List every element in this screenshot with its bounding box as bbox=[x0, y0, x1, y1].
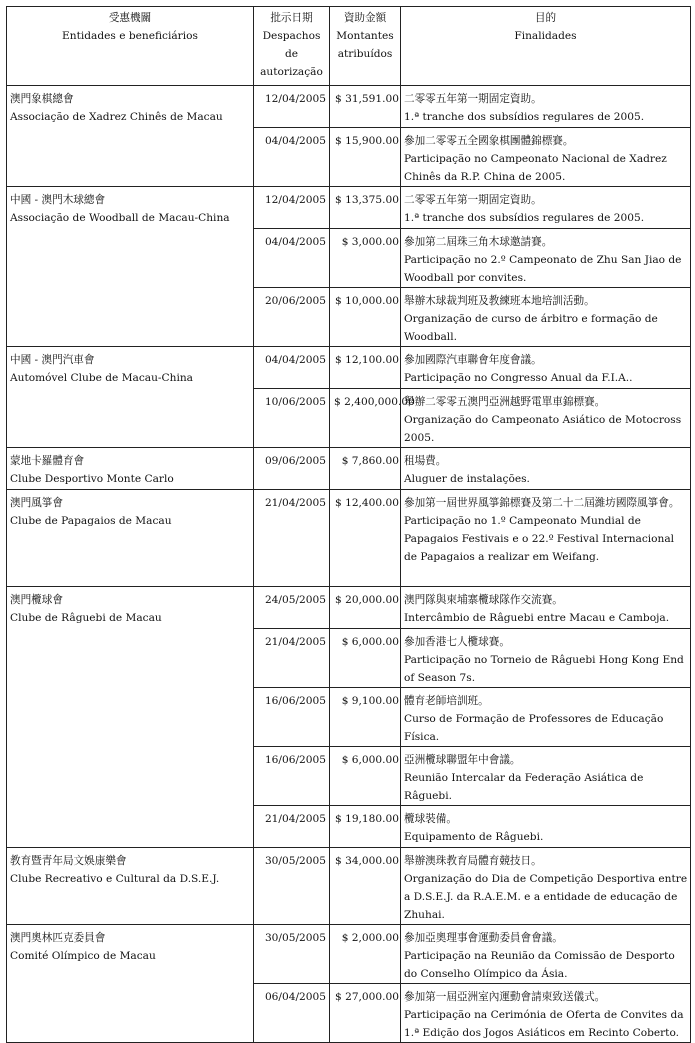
header-purpose-pt: Finalidades bbox=[514, 30, 577, 42]
entity-name-zh: 澳門象棋總會 bbox=[10, 93, 74, 105]
entity-name-zh: 澳門奧林匹克委員會 bbox=[10, 932, 106, 944]
purpose-cell bbox=[401, 128, 691, 187]
purpose-cell bbox=[401, 984, 691, 1043]
date-cell: 21/04/2005 bbox=[254, 806, 330, 848]
entity-cell bbox=[7, 848, 254, 925]
date-cell: 30/05/2005 bbox=[254, 925, 330, 984]
purpose-zh: 參加亞奧理事會運動委員會會議。 bbox=[404, 932, 563, 944]
amount-cell: $ 3,000.00 bbox=[330, 229, 401, 288]
purpose-pt: Equipamento de Râguebi. bbox=[404, 831, 544, 843]
purpose-cell bbox=[401, 347, 691, 389]
amount-cell: $ 31,591.00 bbox=[330, 86, 401, 128]
table-row bbox=[7, 848, 691, 925]
purpose-zh: 參加香港七人欖球賽。 bbox=[404, 636, 510, 648]
purpose-pt: Participação no Torneio de Râguebi Hong Kong End of Season 7s. bbox=[404, 654, 684, 684]
entity-cell bbox=[7, 187, 254, 347]
amount-cell: $ 6,000.00 bbox=[330, 747, 401, 806]
entity-name-pt: Comité Olímpico de Macau bbox=[10, 950, 156, 962]
purpose-zh: 參加二零零五全國象棋團體錦標賽。 bbox=[404, 135, 574, 147]
purpose-cell bbox=[401, 688, 691, 747]
date-cell: 04/04/2005 bbox=[254, 229, 330, 288]
purpose-zh: 澳門隊與柬埔寨欖球隊作交流賽。 bbox=[404, 594, 563, 606]
header-date-zh: 批示日期 bbox=[270, 12, 313, 24]
purpose-pt: 1.ª tranche dos subsídios regulares de 2005. bbox=[404, 212, 645, 224]
purpose-zh: 參加第一屆亞洲室內運動會請柬致送儀式。 bbox=[404, 991, 606, 1003]
date-cell: 30/05/2005 bbox=[254, 848, 330, 925]
amount-cell: $ 34,000.00 bbox=[330, 848, 401, 925]
purpose-zh: 體育老師培訓班。 bbox=[404, 695, 489, 707]
date-cell: 24/05/2005 bbox=[254, 587, 330, 629]
purpose-pt: Curso de Formação de Professores de Educação Física. bbox=[404, 713, 664, 743]
purpose-pt: Participação no Congresso Anual da F.I.A.. bbox=[404, 372, 633, 384]
purpose-pt: Organização do Campeonato Asiático de Motocross 2005. bbox=[404, 414, 682, 444]
purpose-cell bbox=[401, 187, 691, 229]
purpose-zh: 二零零五年第一期固定資助。 bbox=[404, 93, 542, 105]
subsidy-table bbox=[6, 6, 691, 1043]
purpose-zh: 舉辦二零零五澳門亞洲越野電單車錦標賽。 bbox=[404, 396, 606, 408]
purpose-zh: 亞洲欖球聯盟年中會議。 bbox=[404, 754, 521, 766]
amount-cell: $ 12,100.00 bbox=[330, 347, 401, 389]
purpose-zh: 參加國際汽車聯會年度會議。 bbox=[404, 354, 542, 366]
entity-cell bbox=[7, 587, 254, 848]
entity-cell bbox=[7, 925, 254, 1043]
date-cell: 04/04/2005 bbox=[254, 128, 330, 187]
purpose-zh: 欖球裝備。 bbox=[404, 813, 457, 825]
header-amount bbox=[330, 7, 401, 86]
purpose-pt: Participação na Cerimónia de Oferta de Convites da 1.ª Edição dos Jogos Asiáticos em Recinto Coberto. bbox=[404, 1009, 684, 1039]
entity-name-pt: Clube Recreativo e Cultural da D.S.E.J. bbox=[10, 873, 220, 885]
header-date-pt: Despachos de autorização bbox=[260, 30, 323, 78]
entity-name-pt: Associação de Woodball de Macau-China bbox=[10, 212, 230, 224]
purpose-pt: 1.ª tranche dos subsídios regulares de 2005. bbox=[404, 111, 645, 123]
date-cell: 12/04/2005 bbox=[254, 86, 330, 128]
amount-cell: $ 15,900.00 bbox=[330, 128, 401, 187]
purpose-zh: 租場費。 bbox=[404, 455, 447, 467]
entity-name-pt: Clube de Râguebi de Macau bbox=[10, 612, 162, 624]
entity-name-zh: 中國 - 澳門汽車會 bbox=[10, 354, 95, 366]
purpose-cell bbox=[401, 587, 691, 629]
purpose-cell bbox=[401, 448, 691, 490]
purpose-pt: Organização do Dia de Competição Desportiva entre a D.S.E.J. da R.A.E.M. e a entidade de educação de Zhuhai. bbox=[404, 873, 688, 921]
purpose-pt: Reunião Intercalar da Federação Asiática de Râguebi. bbox=[404, 772, 644, 802]
entity-name-zh: 澳門風箏會 bbox=[10, 497, 63, 509]
purpose-zh: 舉辦澳珠教育局體育競技日。 bbox=[404, 855, 542, 867]
header-entity-zh: 受惠機關 bbox=[108, 12, 152, 24]
amount-cell: $ 2,000.00 bbox=[330, 925, 401, 984]
amount-cell: $ 6,000.00 bbox=[330, 629, 401, 688]
table-row bbox=[7, 86, 691, 128]
entity-name-zh: 蒙地卡羅體育會 bbox=[10, 455, 85, 467]
purpose-zh: 二零零五年第一期固定資助。 bbox=[404, 194, 542, 206]
header-entity-pt: Entidades e beneficiários bbox=[62, 30, 198, 42]
table-header-row bbox=[7, 7, 691, 86]
table-row bbox=[7, 347, 691, 389]
entity-name-zh: 中國 - 澳門木球總會 bbox=[10, 194, 106, 206]
table-body bbox=[7, 86, 691, 1043]
date-cell: 12/04/2005 bbox=[254, 187, 330, 229]
purpose-pt: Participação na Reunião da Comissão de Desporto do Conselho Olímpico da Ásia. bbox=[404, 950, 675, 980]
amount-cell: $ 13,375.00 bbox=[330, 187, 401, 229]
entity-name-pt: Automóvel Clube de Macau-China bbox=[10, 372, 193, 384]
purpose-pt: Participação no 2.º Campeonato de Zhu San Jiao de Woodball por convites. bbox=[404, 254, 682, 284]
purpose-cell bbox=[401, 389, 691, 448]
date-cell: 04/04/2005 bbox=[254, 347, 330, 389]
table-row bbox=[7, 448, 691, 490]
purpose-pt: Intercâmbio de Râguebi entre Macau e Camboja. bbox=[404, 612, 670, 624]
purpose-zh: 參加第一屆世界風箏錦標賽及第二十二屆濰坊國際風箏會。 bbox=[404, 497, 680, 509]
header-amount-pt: Montantes atribuídos bbox=[336, 30, 394, 60]
date-cell: 16/06/2005 bbox=[254, 688, 330, 747]
amount-cell: $ 9,100.00 bbox=[330, 688, 401, 747]
purpose-pt: Aluguer de instalações. bbox=[404, 473, 530, 485]
purpose-pt: Participação no 1.º Campeonato Mundial de Papagaios Festivais e o 22.º Festival Internacional de Papagaios a realizar em Weifang. bbox=[404, 515, 675, 563]
purpose-cell bbox=[401, 86, 691, 128]
entity-name-pt: Clube de Papagaios de Macau bbox=[10, 515, 172, 527]
amount-cell: $ 12,400.00 bbox=[330, 490, 401, 587]
purpose-cell bbox=[401, 229, 691, 288]
entity-cell bbox=[7, 86, 254, 187]
table-row bbox=[7, 587, 691, 629]
purpose-zh: 舉辦木球裁判班及教練班本地培訓活動。 bbox=[404, 295, 595, 307]
purpose-pt: Participação no Campeonato Nacional de Xadrez Chinês da R.P. China de 2005. bbox=[404, 153, 667, 183]
entity-name-pt: Clube Desportivo Monte Carlo bbox=[10, 473, 174, 485]
date-cell: 10/06/2005 bbox=[254, 389, 330, 448]
header-date bbox=[254, 7, 330, 86]
table-row bbox=[7, 925, 691, 984]
entity-cell bbox=[7, 448, 254, 490]
header-purpose-zh: 目的 bbox=[534, 12, 557, 24]
entity-cell bbox=[7, 490, 254, 587]
purpose-cell bbox=[401, 925, 691, 984]
entity-cell bbox=[7, 347, 254, 448]
amount-cell: $ 19,180.00 bbox=[330, 806, 401, 848]
amount-cell: $ 10,000.00 bbox=[330, 288, 401, 347]
purpose-cell bbox=[401, 490, 691, 587]
date-cell: 09/06/2005 bbox=[254, 448, 330, 490]
header-purpose bbox=[401, 7, 691, 86]
date-cell: 06/04/2005 bbox=[254, 984, 330, 1043]
amount-cell: $ 7,860.00 bbox=[330, 448, 401, 490]
entity-name-zh: 教育暨青年局文娛康樂會 bbox=[10, 855, 127, 867]
purpose-cell bbox=[401, 848, 691, 925]
entity-name-zh: 澳門欖球會 bbox=[10, 594, 63, 606]
amount-cell: $ 20,000.00 bbox=[330, 587, 401, 629]
amount-cell: $ 27,000.00 bbox=[330, 984, 401, 1043]
table-row bbox=[7, 490, 691, 587]
date-cell: 21/04/2005 bbox=[254, 490, 330, 587]
purpose-cell bbox=[401, 747, 691, 806]
table-row bbox=[7, 187, 691, 229]
header-entity bbox=[7, 7, 254, 86]
date-cell: 20/06/2005 bbox=[254, 288, 330, 347]
header-amount-zh: 資助金額 bbox=[343, 12, 387, 24]
amount-cell: $ 2,400,000.00 bbox=[330, 389, 401, 448]
purpose-cell bbox=[401, 288, 691, 347]
entity-name-pt: Associação de Xadrez Chinês de Macau bbox=[10, 111, 223, 123]
purpose-cell bbox=[401, 629, 691, 688]
date-cell: 21/04/2005 bbox=[254, 629, 330, 688]
date-cell: 16/06/2005 bbox=[254, 747, 330, 806]
purpose-cell bbox=[401, 806, 691, 848]
purpose-pt: Organização de curso de árbitro e formação de Woodball. bbox=[404, 313, 658, 343]
purpose-zh: 參加第二屆珠三角木球邀請賽。 bbox=[404, 236, 553, 248]
